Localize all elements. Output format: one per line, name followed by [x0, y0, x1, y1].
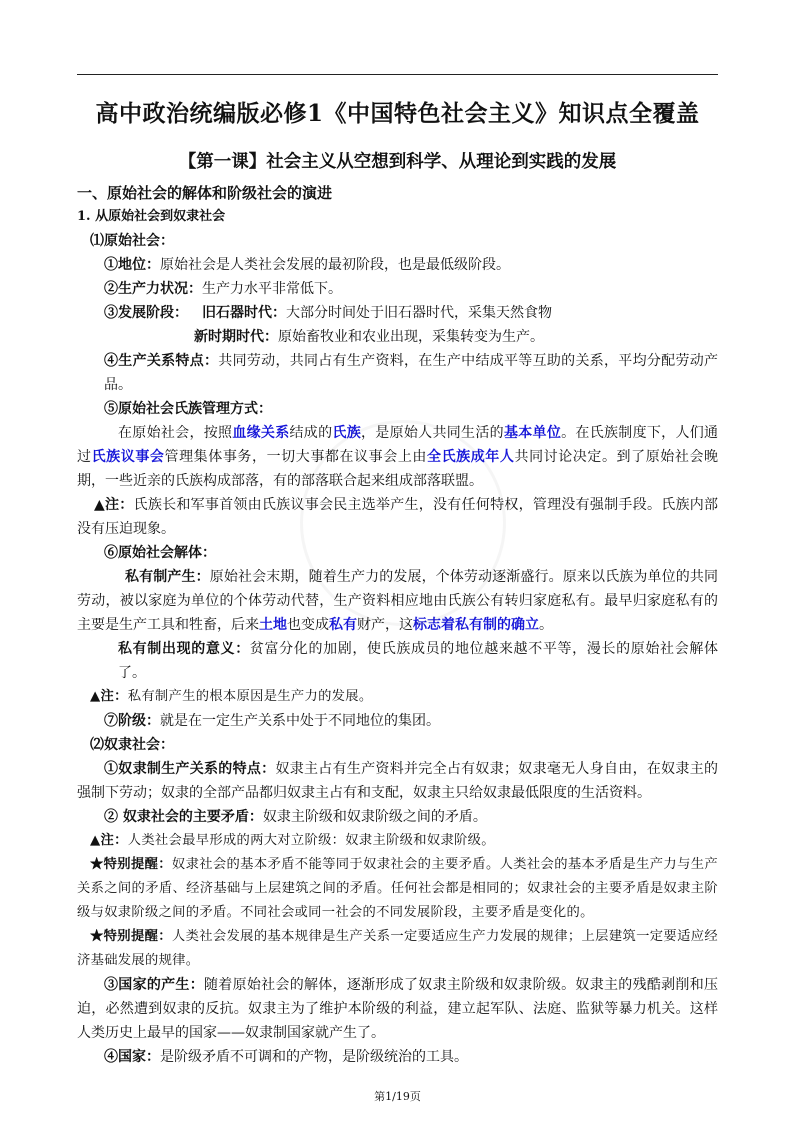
- text: 也变成: [287, 617, 329, 633]
- item-dissolution: [77, 541, 718, 565]
- lesson-title: 【第一课】社会主义从空想到科学、从理论到实践的发展: [178, 152, 617, 172]
- note-root-cause: [77, 685, 718, 709]
- label: ② 奴隶社会的主要矛盾：: [104, 809, 263, 825]
- label: 私有制产生：: [125, 569, 210, 585]
- label: ②生产力状况：: [104, 281, 202, 297]
- label: ★特别提醒：: [90, 857, 172, 872]
- text: 。在氏族制度下，人们通过: [77, 425, 719, 465]
- text: 财产，这: [357, 617, 413, 633]
- text: 就是在一定生产关系中处于不同地位的集团。: [160, 713, 440, 729]
- item-status: [77, 253, 718, 277]
- text: 在原始社会，按照: [118, 425, 233, 441]
- label: ⑵奴隶社会：: [90, 737, 174, 753]
- text: 结成的: [289, 425, 333, 441]
- label: 新时期时代：: [194, 329, 278, 345]
- item-relations: [77, 349, 718, 397]
- text: ，是原始人共同生活的: [361, 425, 504, 441]
- text: 人类社会最早形成的两大对立阶级：奴隶主阶级和奴隶阶级。: [127, 833, 495, 848]
- label: ③国家的产生：: [104, 977, 204, 993]
- highlight: 私有: [329, 617, 357, 633]
- highlight: 标志着私有制的确立: [413, 617, 539, 633]
- text: 共同讨论决定。到了原始社会晚期，一些近亲的氏族构成部落，有的部落联合起来组成部落联盟。: [77, 449, 719, 489]
- note-clan: [77, 493, 718, 541]
- item-slave-society: [77, 733, 718, 757]
- label: ▲注：: [90, 689, 128, 704]
- text: 大部分时间处于旧石器时代，采集天然食物: [286, 305, 552, 321]
- highlight: 土地: [259, 617, 287, 633]
- text: 是阶级矛盾不可调和的产物，是阶级统治的工具。: [160, 1049, 468, 1065]
- text: 私有制产生的根本原因是生产力的发展。: [127, 689, 373, 704]
- text: 生产力水平非常低下。: [202, 281, 342, 297]
- highlight: 全氏族成年人: [426, 449, 515, 465]
- label: ④国家：: [104, 1049, 160, 1065]
- label: ▲注：: [94, 497, 134, 513]
- label: ▲注：: [90, 833, 128, 848]
- paragraph-significance: [77, 637, 718, 685]
- label: ③发展阶段：: [104, 305, 188, 321]
- label: ①地位：: [104, 257, 160, 273]
- document-body: [77, 181, 718, 1069]
- document-page: [77, 0, 718, 1105]
- item-productivity: [77, 277, 718, 301]
- item-class: [77, 709, 718, 733]
- label: ⑴原始社会：: [90, 233, 174, 249]
- text: 奴隶主占有生产资料并完全占有奴隶；奴隶毫无人身自由，在奴隶主的强制下劳动；奴隶的全部产品都归奴隶主占有和支配，奴隶主只给奴隶最低限度的生活资料。: [77, 761, 719, 801]
- highlight: 氏族议事会: [91, 449, 165, 465]
- text: 共同劳动，共同占有生产资料，在生产中结成平等互助的关系，平均分配劳动产品。: [104, 353, 719, 393]
- text: 。: [539, 617, 553, 633]
- item-main-contradiction: [77, 805, 718, 829]
- text: 原始社会末期，随着生产力的发展，个体劳动逐渐盛行。原来以氏族为单位的共同劳动，被以家庭为单位的个体劳动代替，生产资料相应地由氏族公有转归家庭私有。最早归家庭私有的主要是生产工具和牲畜，后来: [77, 569, 719, 633]
- label: ⑦阶级：: [104, 713, 160, 729]
- label: 旧石器时代：: [202, 305, 286, 321]
- text: 管理集体事务，一切大事都在议事会上由: [164, 449, 427, 465]
- item-state: [77, 1045, 718, 1069]
- paragraph-private-ownership: [77, 565, 718, 637]
- paragraph-clan: [77, 421, 718, 493]
- document-title: 高中政治统编版必修1《中国特色社会主义》知识点全覆盖: [95, 100, 700, 127]
- page-number: 第1/19页: [374, 1090, 421, 1103]
- label: ⑤原始社会氏族管理方式：: [104, 401, 272, 417]
- item-state-origin: [77, 973, 718, 1045]
- label: ④生产关系特点：: [104, 353, 219, 369]
- text: 氏族长和军事首领由氏族议事会民主选举产生，没有任何特权，管理没有强制手段。氏族内部没有压迫现象。: [77, 497, 718, 537]
- item-stages: [77, 301, 718, 325]
- label: ①奴隶制生产关系的特点：: [104, 761, 276, 777]
- text: 原始社会是人类社会发展的最初阶段，也是最低级阶段。: [160, 257, 510, 273]
- item-primitive-society: [77, 229, 718, 253]
- item-stages-neolithic: [77, 325, 718, 349]
- label: 私有制出现的意义：: [118, 641, 250, 657]
- highlight: 氏族: [332, 425, 361, 441]
- note-classes: [77, 829, 718, 853]
- label: ★特别提醒：: [90, 929, 172, 944]
- highlight: 基本单位: [503, 425, 562, 441]
- text: 贫富分化的加剧，使氏族成员的地位越来越不平等，漫长的原始社会解体了。: [118, 641, 719, 681]
- subsection-heading: 1. 从原始社会到奴隶社会: [77, 209, 226, 224]
- section-heading: 一、原始社会的解体和阶级社会的演进: [77, 184, 333, 202]
- item-clan-management: [77, 397, 718, 421]
- text: 奴隶社会的基本矛盾不能等同于奴隶社会的主要矛盾。人类社会的基本矛盾是生产力与生产关系之间的矛盾、经济基础与上层建筑之间的矛盾。任何社会都是相同的；奴隶社会的主要矛盾是奴隶主阶级与奴隶阶级之间的矛盾。不同社会或同一社会的不同发展阶段，主要矛盾是变化的。: [77, 857, 718, 920]
- text: 奴隶主阶级和奴隶阶级之间的矛盾。: [262, 809, 487, 825]
- label: ⑥原始社会解体：: [104, 545, 216, 561]
- text: 原始畜牧业和农业出现，采集转变为生产。: [278, 329, 544, 345]
- reminder-law: [77, 925, 718, 973]
- text: 随着原始社会的解体，逐渐形成了奴隶主阶级和奴隶阶级。奴隶主的残酷剥削和压迫，必然遭到奴隶的反抗。奴隶主为了维护本阶级的利益，建立起军队、法庭、监狱等暴力机关。这样人类历史上最早的国家——奴隶制国家就产生了。: [77, 977, 718, 1041]
- header-rule: [77, 74, 718, 75]
- highlight: 血缘关系: [232, 425, 290, 441]
- item-slave-relations: [77, 757, 718, 805]
- text: 人类社会发展的基本规律是生产关系一定要适应生产力发展的规律；上层建筑一定要适应经济基础发展的规律。: [77, 929, 718, 968]
- reminder-contradiction: [77, 853, 718, 925]
